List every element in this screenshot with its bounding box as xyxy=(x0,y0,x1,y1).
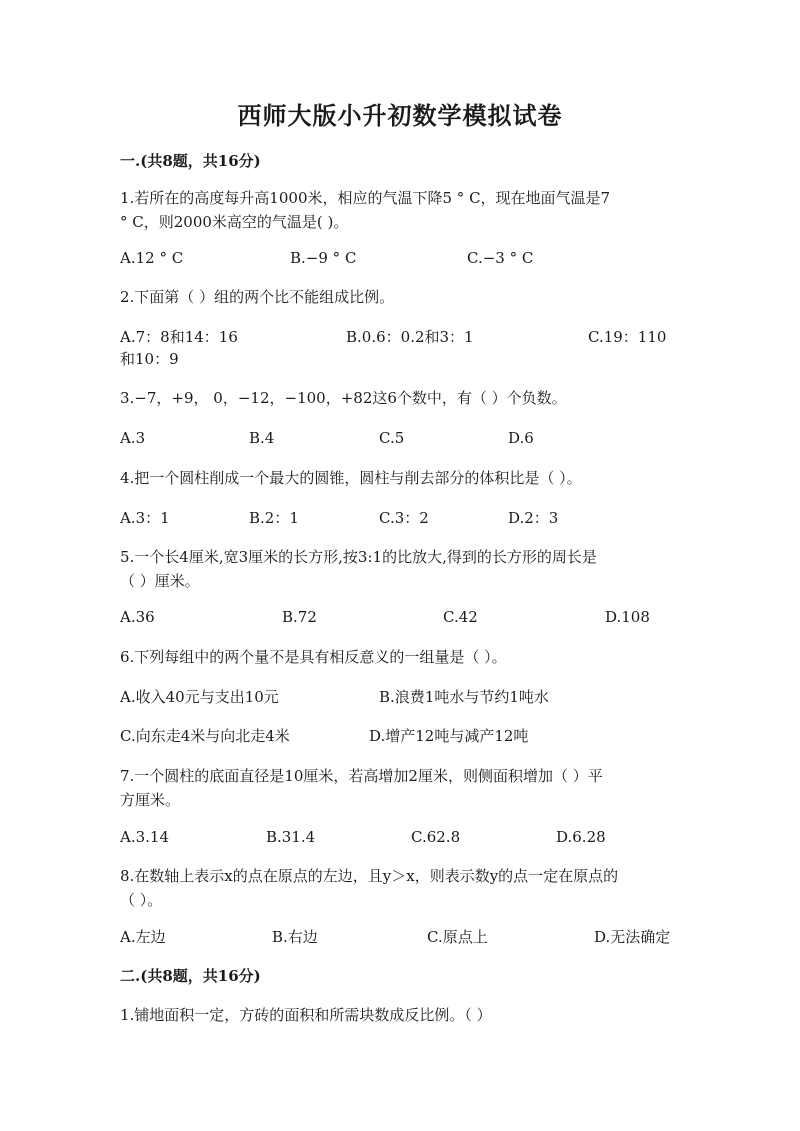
question-6 xyxy=(120,645,690,669)
question-5-line1: 5.一个长4厘米,宽3厘米的长方形,按3:1的比放大,得到的长方形的周长是 xyxy=(120,548,597,566)
option-b: B.2：1 xyxy=(249,509,299,527)
option-c: C.62.8 xyxy=(411,828,461,846)
question-5-line2: （ ）厘米。 xyxy=(120,572,200,590)
option-a: A.3：1 xyxy=(120,509,170,527)
question-7 xyxy=(120,764,690,812)
question-1 xyxy=(120,186,690,234)
option-d: D.6.28 xyxy=(556,828,606,846)
option-b: B.浪费1吨水与节约1吨水 xyxy=(379,688,549,706)
option-a: A.3 xyxy=(120,429,146,447)
question-4-options xyxy=(120,506,690,530)
question-5 xyxy=(120,545,690,593)
question-8-line1: 8.在数轴上表示x的点在原点的左边，且y＞x，则表示数y的点一定在原点的 xyxy=(120,867,619,885)
question-3-line1: 3.−7，+9， 0，−12，−100，+82这6个数中，有（ ）个负数。 xyxy=(120,389,567,407)
question-8 xyxy=(120,864,690,912)
question-6-options-row2 xyxy=(120,724,690,748)
option-c: C.5 xyxy=(379,429,405,447)
option-b: B.−9 ° C xyxy=(290,249,357,267)
question-1-line1: 1.若所在的高度每升高1000米，相应的气温下降5 ° C，现在地面气温是7 xyxy=(120,189,611,207)
section-2-question-1-line1: 1.铺地面积一定，方砖的面积和所需块数成反比例。（ ） xyxy=(120,1006,492,1024)
option-d: D.增产12吨与减产12吨 xyxy=(369,727,529,745)
question-4 xyxy=(120,466,690,490)
question-6-options-row1 xyxy=(120,685,690,709)
option-d: D.2：3 xyxy=(508,509,559,527)
section-heading-1: 一.(共8题，共16分) xyxy=(120,152,261,170)
option-c: C.原点上 xyxy=(427,928,488,946)
option-c: C.3：2 xyxy=(379,509,429,527)
option-d: D.6 xyxy=(508,429,534,447)
question-7-options xyxy=(120,825,690,849)
option-a: A.7：8和14：16 xyxy=(120,328,238,346)
question-2-line1: 2.下面第（ ）组的两个比不能组成比例。 xyxy=(120,288,395,306)
option-a: A.收入40元与支出10元 xyxy=(120,688,279,706)
option-b: B.0.6：0.2和3：1 xyxy=(346,328,474,346)
question-2-options xyxy=(120,325,690,349)
section-heading-2: 二.(共8题，共16分) xyxy=(120,967,261,985)
question-8-line2: （ ）。 xyxy=(120,891,163,909)
option-b: B.4 xyxy=(249,429,275,447)
option-c: C.19：110 xyxy=(588,328,667,346)
option-d: D.无法确定 xyxy=(594,928,671,946)
question-3-options xyxy=(120,426,690,450)
question-1-options xyxy=(120,246,690,270)
option-b: B.右边 xyxy=(272,928,318,946)
option-c: C.向东走4米与向北走4米 xyxy=(120,727,290,745)
question-3 xyxy=(120,386,690,410)
question-4-line1: 4.把一个圆柱削成一个最大的圆锥，圆柱与削去部分的体积比是（ ）。 xyxy=(120,469,582,487)
option-b: B.31.4 xyxy=(266,828,316,846)
option-a: A.3.14 xyxy=(120,828,169,846)
question-1-line2: ° C，则2000米高空的气温是( )。 xyxy=(120,213,349,231)
question-2 xyxy=(120,285,690,309)
question-7-line2: 方厘米。 xyxy=(120,791,181,809)
question-5-options xyxy=(120,605,690,629)
option-a: A.12 ° C xyxy=(120,249,184,267)
question-8-options xyxy=(120,925,690,949)
option-d: D.108 xyxy=(605,608,650,626)
option-a: A.36 xyxy=(120,608,155,626)
question-2-options-cont xyxy=(120,347,690,371)
section-2-question-1 xyxy=(120,1003,690,1027)
question-6-line1: 6.下列每组中的两个量不是具有相反意义的一组量是（ ）。 xyxy=(120,648,507,666)
option-a: A.左边 xyxy=(120,928,166,946)
option-b: B.72 xyxy=(282,608,317,626)
option-c: C.−3 ° C xyxy=(467,249,534,267)
option-c-continued: 和10：9 xyxy=(120,350,179,368)
option-c: C.42 xyxy=(443,608,478,626)
question-7-line1: 7.一个圆柱的底面直径是10厘米，若高增加2厘米，则侧面积增加（ ）平 xyxy=(120,767,603,785)
page-title: 西师大版小升初数学模拟试卷 xyxy=(237,101,563,130)
